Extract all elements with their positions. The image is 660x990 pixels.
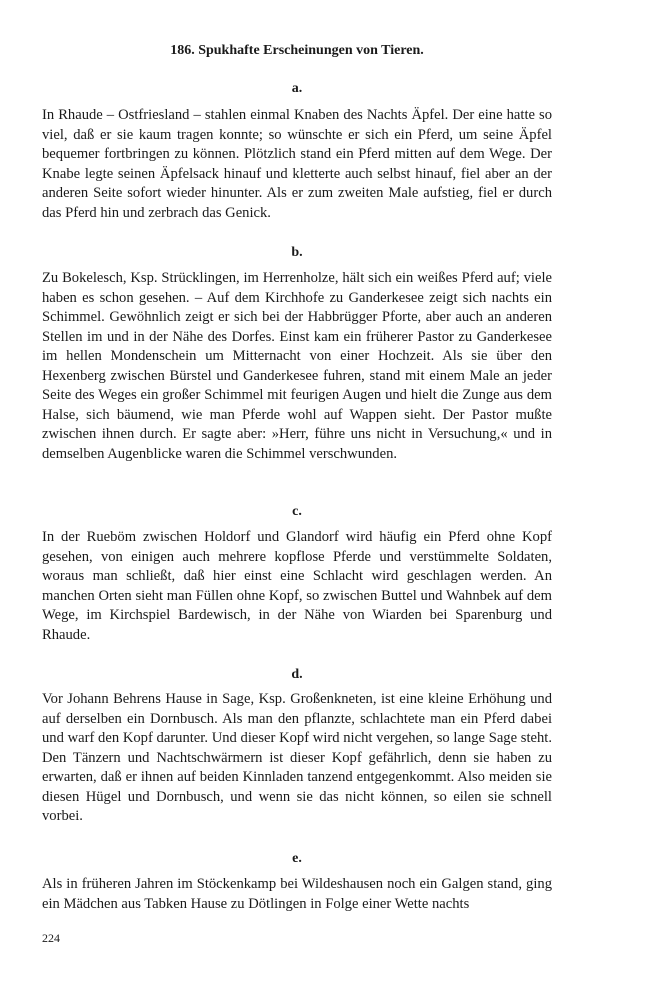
section-paragraph-d: Vor Johann Behrens Hause in Sage, Ksp. Großenkneten, ist eine kleine Erhöhung und auf derselben ein Dornbusch. Als man den pflanzte, schlachtete man ein Pferd dabei und warf den Kopf darunter. Und dieser Kopf wird nicht vergehen, so lange Sage steht. Den Tänzern und Nachtschwärmern ist dieser Kopf gefährlich, denn sie haben zu erwarten, daß er ihnen auf beiden Kinnladen tanzend entgegenkommt. Also meiden sie diesen Hügel und Dornbusch, und wenn sie das nicht können, so eilen sie schnell vorbei. — [42, 691, 552, 824]
section-paragraph-a: In Rhaude – Ostfriesland – stahlen einmal Knaben des Nachts Äpfel. Der eine hatte so viel, daß er sie kaum tragen konnte; so wünschte er sich ein Pferd, um seine Äpfel bequemer fortbringen zu können. Plötzlich stand ein Pferd mitten auf dem Wege. Der Knabe legte seinen Äpfelsack hinauf und kletterte auch selbst hinauf, fiel aber an der anderen Seite sofort wieder hinunter. Als er zum zweiten Male aufstieg, fiel er durch das Pferd hin und zerbrach das Genick. — [42, 107, 552, 221]
section-label-b: b. — [291, 245, 303, 260]
chapter-title: 186. Spukhafte Erscheinungen von Tieren. — [170, 43, 424, 58]
section-label-d: d. — [291, 667, 303, 682]
document-page — [42, 0, 552, 990]
section-label-e: e. — [292, 851, 302, 866]
section-label-c: c. — [292, 504, 302, 519]
section-label-a: a. — [291, 81, 303, 96]
section-paragraph-c: In der Rueböm zwischen Holdorf und Glandorf wird häufig ein Pferd ohne Kopf gesehen, von einigen auch mehrere kopflose Pferde und verstümmelte Soldaten, woraus man schließt, daß hier einst eine Schlacht wird geschlagen werden. An manchen Orten sieht man Füllen ohne Kopf, so zwischen Buttel und Wahnbek auf dem Wege, im Kirchspiel Bardewisch, in der Nähe von Wiarden bei Sparenburg und Rhaude. — [42, 529, 552, 643]
section-paragraph-e: Als in früheren Jahren im Stöckenkamp bei Wildeshausen noch ein Galgen stand, ging ein Mädchen aus Tabken Hause zu Dötlingen in Folge einer Wette nachts — [42, 876, 552, 912]
section-paragraph-b: Zu Bokelesch, Ksp. Strücklingen, im Herrenholze, hält sich ein weißes Pferd auf; viele haben es schon gesehen. – Auf dem Kirchhofe zu Ganderkesee zeigt sich nachts ein Schimmel. Gewöhnlich zeigt er sich bei der Habbrügger Pforte, aber auch an anderen Stellen im und in der Nähe des Dorfes. Einst kam ein früherer Pastor zu Ganderkesee im hellen Mondenschein um Mitternacht von einer Hochzeit. Als sie über den Hexenberg zwischen Bürstel und Ganderkesee fuhren, stand mit einem Male an jeder Seite des Weges ein großer Schimmel mit feurigen Augen und hielt die Zunge aus dem Halse, sich bäumend, wie man Pferde wohl auf Wappen sieht. Der Pastor mußte zwischen ihnen durch. Er sagte aber: »Herr, führe uns nicht in Versuchung,« und in demselben Augenblicke waren die Schimmel verschwunden. — [42, 270, 552, 462]
page-number: 224 — [42, 931, 60, 945]
